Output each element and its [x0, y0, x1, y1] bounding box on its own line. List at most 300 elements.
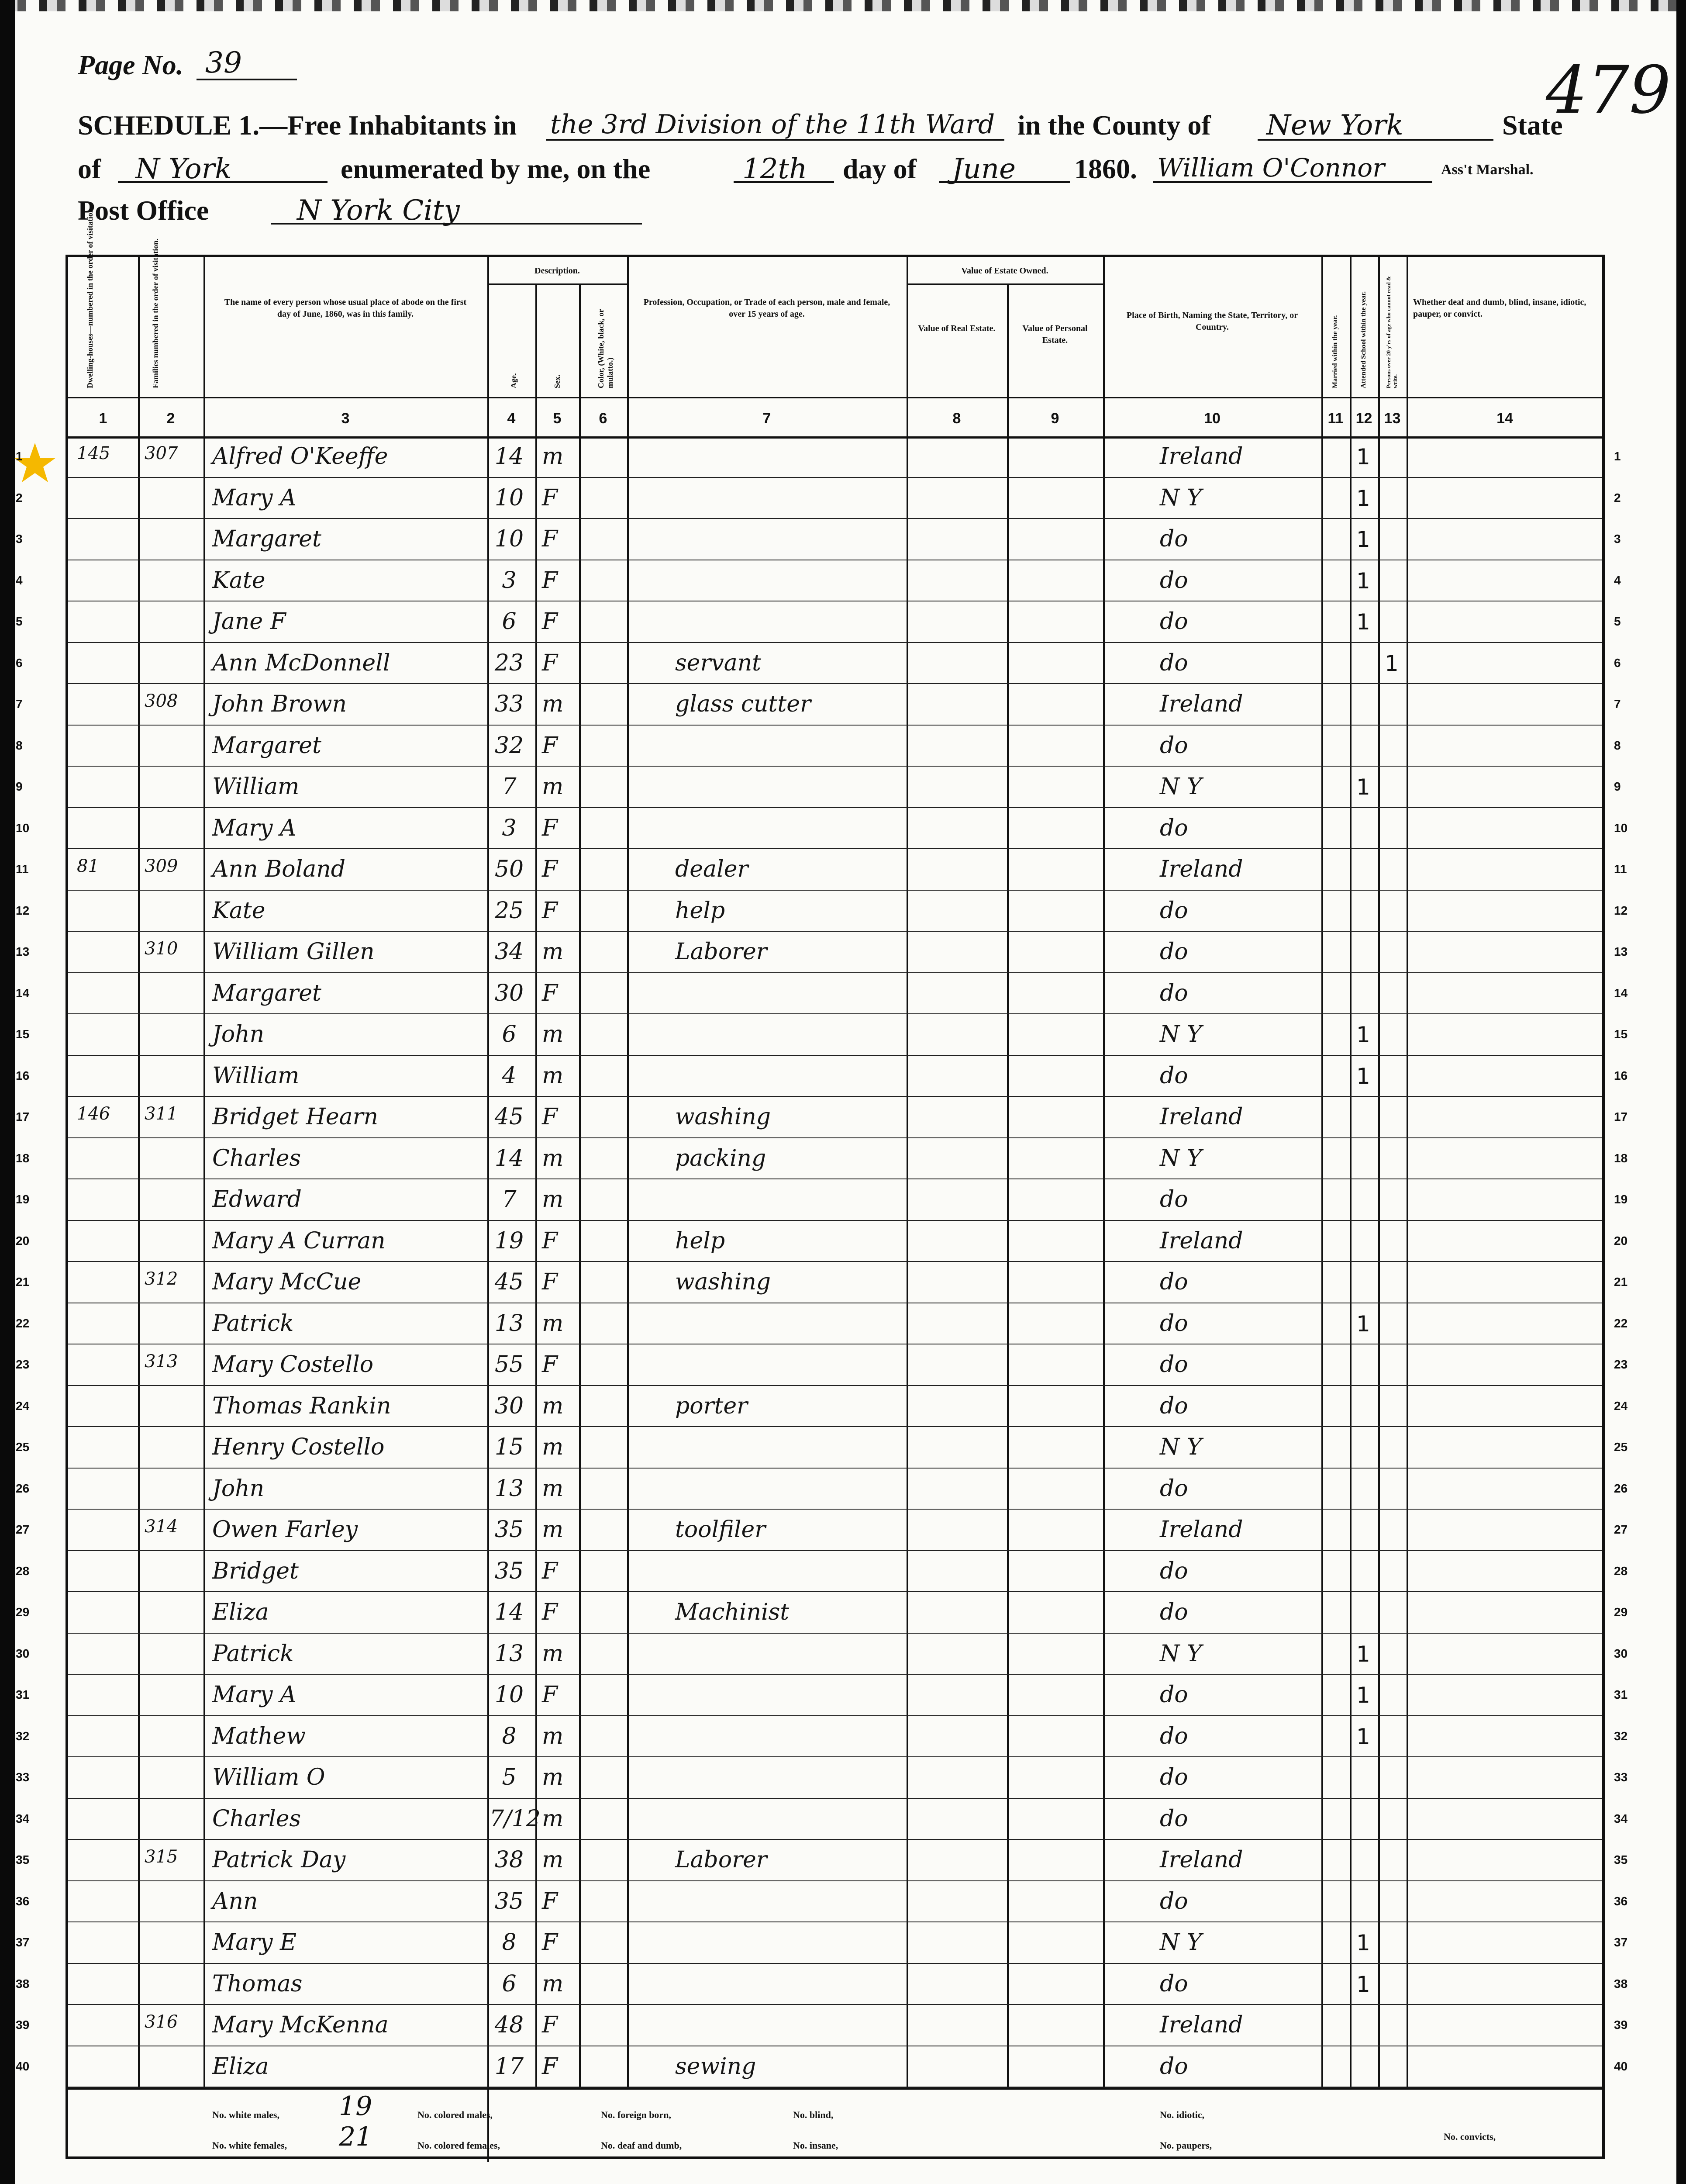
sex-cell: m — [542, 691, 564, 717]
dwelling-cell: 145 — [77, 443, 110, 463]
footer-rule — [68, 2087, 1602, 2090]
sex-cell: F — [542, 897, 558, 924]
school-cell: 1 — [1356, 1641, 1370, 1667]
name-cell: John — [212, 1475, 265, 1502]
age-cell: 34 — [494, 939, 524, 965]
state-label: State — [1502, 110, 1563, 141]
school-cell: 1 — [1356, 1971, 1370, 1997]
age-cell: 7 — [502, 774, 517, 800]
age-cell: 10 — [494, 526, 524, 552]
row-number: 31 — [16, 1688, 30, 1701]
table-row — [68, 1675, 1602, 1716]
division-rule — [546, 139, 1004, 141]
month-value: June — [952, 153, 1016, 185]
age-cell: 13 — [494, 1640, 524, 1667]
name-cell: Thomas Rankin — [212, 1393, 391, 1419]
age-cell: 30 — [494, 1393, 524, 1419]
value-rule — [907, 283, 1103, 285]
sex-cell: m — [542, 1517, 564, 1543]
birthplace-cell: do — [1160, 1764, 1188, 1790]
school-cell: 1 — [1356, 609, 1370, 635]
name-cell: William — [212, 1062, 300, 1089]
row-number: 4 — [1614, 573, 1621, 587]
row-number: 14 — [16, 986, 30, 1000]
table-row — [68, 891, 1602, 932]
row-number: 7 — [16, 697, 23, 711]
birthplace-cell: Ireland — [1160, 2012, 1243, 2038]
col-number: 10 — [1204, 410, 1221, 427]
table-row — [68, 1551, 1602, 1593]
sex-cell: m — [542, 1764, 564, 1790]
row-number: 35 — [1614, 1853, 1628, 1866]
birthplace-cell: do — [1160, 1393, 1188, 1419]
row-number: 33 — [16, 1770, 30, 1784]
row-number: 20 — [16, 1234, 30, 1248]
table-row — [68, 1840, 1602, 1881]
birthplace-cell: do — [1160, 608, 1188, 635]
name-cell: Ann — [212, 1888, 258, 1914]
name-cell: Owen Farley — [212, 1517, 358, 1543]
row-number: 28 — [16, 1564, 30, 1578]
row-number: 22 — [1614, 1316, 1628, 1330]
white-females-label: No. white females, — [212, 2140, 287, 2151]
enumerated-label: enumerated by me, on the — [341, 153, 651, 184]
age-cell: 3 — [502, 567, 517, 594]
birthplace-cell: Ireland — [1160, 1517, 1243, 1543]
marshal-rule — [1153, 181, 1432, 183]
row-number: 17 — [1614, 1110, 1628, 1123]
table-row — [68, 973, 1602, 1015]
age-cell: 45 — [494, 1269, 524, 1295]
name-cell: Patrick Day — [212, 1847, 346, 1873]
age-cell: 30 — [494, 980, 524, 1006]
row-number: 25 — [1614, 1440, 1628, 1454]
name-cell: Eliza — [212, 2053, 269, 2080]
table-row — [68, 1179, 1602, 1221]
school-cell: 1 — [1356, 1683, 1370, 1708]
row-number: 23 — [1614, 1358, 1628, 1371]
post-office-rule — [271, 223, 642, 225]
row-number: 34 — [16, 1811, 30, 1825]
table-row — [68, 1262, 1602, 1303]
division-value: the 3rd Division of the 11th Ward — [550, 109, 995, 140]
row-number: 16 — [1614, 1068, 1628, 1082]
row-number: 39 — [16, 2018, 30, 2032]
convicts-label: No. convicts, — [1444, 2131, 1496, 2142]
row-number: 12 — [1614, 903, 1628, 917]
row-number: 34 — [1614, 1811, 1628, 1825]
occupation-cell: Laborer — [675, 1847, 767, 1873]
col2-header: Families numbered in the order of visitation. — [151, 238, 160, 388]
sex-cell: F — [542, 484, 558, 511]
age-cell: 17 — [494, 2053, 524, 2080]
birthplace-cell: N Y — [1160, 1021, 1202, 1047]
state-rule — [118, 181, 328, 183]
name-cell: Margaret — [212, 526, 321, 552]
row-number: 38 — [16, 1977, 30, 1990]
page-number-rule — [197, 79, 297, 80]
occupation-cell: glass cutter — [675, 691, 811, 717]
table-row — [68, 1510, 1602, 1551]
county-label: in the County of — [1017, 110, 1211, 141]
row-number: 7 — [1614, 697, 1621, 711]
age-cell: 14 — [494, 1145, 524, 1171]
birthplace-cell: do — [1160, 1558, 1188, 1584]
age-cell: 13 — [494, 1310, 524, 1337]
table-row — [68, 808, 1602, 850]
table-row — [68, 1634, 1602, 1675]
table-row — [68, 1757, 1602, 1799]
row-number: 4 — [16, 573, 23, 587]
sex-cell: m — [542, 774, 564, 800]
age-cell: 10 — [494, 484, 524, 511]
birthplace-cell: Ireland — [1160, 691, 1243, 717]
row-number: 36 — [16, 1894, 30, 1908]
foreign-born-label: No. foreign born, — [601, 2109, 671, 2120]
name-cell: Bridget Hearn — [212, 1104, 378, 1130]
age-cell: 14 — [494, 443, 524, 470]
name-cell: Patrick — [212, 1640, 294, 1667]
birthplace-cell: Ireland — [1160, 856, 1243, 882]
occupation-cell: help — [675, 1227, 725, 1254]
sex-cell: m — [542, 1310, 564, 1337]
row-number: 31 — [1614, 1688, 1628, 1701]
day-rule — [734, 181, 834, 183]
birthplace-cell: do — [1160, 1599, 1188, 1625]
family-cell: 315 — [145, 1847, 178, 1867]
birthplace-cell: do — [1160, 1310, 1188, 1337]
age-cell: 5 — [502, 1764, 517, 1790]
name-cell: William Gillen — [212, 939, 375, 965]
table-row — [68, 1221, 1602, 1262]
birthplace-cell: N Y — [1160, 1145, 1202, 1171]
sex-cell: F — [542, 526, 558, 552]
sex-cell: m — [542, 1640, 564, 1667]
row-number: 29 — [16, 1605, 30, 1619]
sex-cell: F — [542, 1599, 558, 1625]
col7-header: Profession, Occupation, or Trade of each person, male and female, over 15 years of age. — [643, 297, 890, 319]
table-row — [68, 726, 1602, 767]
birthplace-cell: do — [1160, 2053, 1188, 2080]
name-cell: Thomas — [212, 1970, 303, 1997]
birthplace-cell: do — [1160, 567, 1188, 594]
name-cell: Margaret — [212, 732, 321, 759]
post-office-label: Post Office — [78, 195, 209, 226]
occupation-cell: sewing — [675, 2053, 756, 2080]
row-number: 29 — [1614, 1605, 1628, 1619]
sex-cell: F — [542, 1558, 558, 1584]
table-row — [68, 2005, 1602, 2046]
row-number: 14 — [1614, 986, 1628, 1000]
marshal-name: William O'Connor — [1157, 153, 1385, 183]
age-cell: 50 — [494, 856, 524, 882]
table-row — [68, 1469, 1602, 1510]
family-cell: 307 — [145, 443, 178, 463]
occupation-cell: Machinist — [675, 1599, 790, 1625]
sex-cell: m — [542, 1145, 564, 1171]
name-cell: Mary A — [212, 1682, 297, 1708]
birthplace-cell: do — [1160, 650, 1188, 676]
row-number: 15 — [16, 1027, 30, 1041]
row-number: 30 — [16, 1646, 30, 1660]
sex-cell: F — [542, 1227, 558, 1254]
table-row — [68, 1799, 1602, 1840]
deaf-dumb-label: No. deaf and dumb, — [601, 2140, 682, 2151]
col11-header: Married within the year. — [1331, 315, 1339, 388]
birthplace-cell: do — [1160, 1970, 1188, 1997]
table-row — [68, 1427, 1602, 1469]
table-row — [68, 1922, 1602, 1964]
sex-cell: m — [542, 1970, 564, 1997]
birthplace-cell: do — [1160, 897, 1188, 924]
birthplace-cell: do — [1160, 1351, 1188, 1378]
month-rule — [939, 181, 1070, 183]
name-cell: Mary Costello — [212, 1351, 374, 1378]
table-row — [68, 478, 1602, 519]
birthplace-cell: N Y — [1160, 774, 1202, 800]
sex-cell: m — [542, 1723, 564, 1749]
name-cell: Mary A Curran — [212, 1227, 386, 1254]
row-number: 18 — [16, 1151, 30, 1165]
school-cell: 1 — [1356, 774, 1370, 800]
birthplace-cell: do — [1160, 1888, 1188, 1914]
birthplace-cell: do — [1160, 980, 1188, 1006]
row-number: 19 — [1614, 1192, 1628, 1206]
occupation-cell: porter — [675, 1393, 748, 1419]
school-cell: 1 — [1356, 568, 1370, 594]
of-label: of — [78, 153, 101, 184]
sex-cell: F — [542, 2053, 558, 2080]
row-number: 21 — [1614, 1275, 1628, 1289]
occupation-cell: Laborer — [675, 939, 767, 965]
col5-header: Sex. — [553, 374, 562, 388]
row-number: 8 — [1614, 738, 1621, 752]
row-number: 9 — [1614, 780, 1621, 793]
sex-cell: F — [542, 1682, 558, 1708]
name-cell: Alfred O'Keeffe — [212, 443, 388, 470]
sex-cell: m — [542, 1186, 564, 1213]
row-number: 9 — [16, 780, 23, 793]
row-number: 2 — [1614, 491, 1621, 505]
occupation-cell: help — [675, 897, 725, 924]
birthplace-cell: do — [1160, 1062, 1188, 1089]
table-row — [68, 849, 1602, 891]
row-number: 32 — [16, 1729, 30, 1743]
dwelling-cell: 81 — [77, 856, 99, 876]
sex-cell: m — [542, 443, 564, 470]
sex-cell: F — [542, 732, 558, 759]
white-males-label: No. white males, — [212, 2109, 279, 2120]
page-number-label: Page No. — [78, 49, 183, 80]
table-row — [68, 1138, 1602, 1180]
sex-cell: m — [542, 1393, 564, 1419]
row-number: 33 — [1614, 1770, 1628, 1784]
sex-cell: m — [542, 1062, 564, 1089]
row-number: 16 — [16, 1068, 30, 1082]
age-cell: 23 — [494, 650, 524, 676]
age-cell: 7/12 — [490, 1805, 541, 1832]
name-cell: Mary E — [212, 1929, 297, 1956]
marshal-label: Ass't Marshal. — [1441, 162, 1534, 178]
row-number: 17 — [16, 1110, 30, 1123]
white-females-value: 21 — [339, 2122, 372, 2152]
occupation-cell: servant — [675, 650, 762, 676]
row-number: 26 — [16, 1481, 30, 1495]
sex-cell: F — [542, 2012, 558, 2038]
family-cell: 308 — [145, 691, 178, 711]
age-cell: 10 — [494, 1682, 524, 1708]
school-cell: 1 — [1356, 485, 1370, 511]
row-number: 1 — [16, 449, 23, 463]
sex-cell: m — [542, 1434, 564, 1460]
birthplace-cell: N Y — [1160, 1434, 1202, 1460]
col3-header: The name of every person whose usual place of abode on the first day of June, 1860, was in this family. — [224, 297, 467, 319]
name-cell: Jane F — [212, 608, 286, 635]
sex-cell: F — [542, 1888, 558, 1914]
sex-cell: F — [542, 856, 558, 882]
age-cell: 19 — [494, 1227, 524, 1254]
table-row — [68, 436, 1602, 478]
age-cell: 55 — [494, 1351, 524, 1378]
sex-cell: F — [542, 1351, 558, 1378]
scan-border-left — [0, 0, 15, 2184]
col-number: 14 — [1496, 410, 1513, 427]
year-value: 1860. — [1074, 153, 1137, 184]
row-number: 5 — [16, 615, 23, 628]
name-cell: Mary A — [212, 815, 297, 841]
col-number: 11 — [1327, 410, 1344, 427]
col-number: 8 — [952, 410, 961, 427]
age-cell: 35 — [494, 1888, 524, 1914]
table-row — [68, 560, 1602, 602]
sex-cell: m — [542, 1475, 564, 1502]
family-cell: 311 — [145, 1104, 178, 1124]
school-cell: 1 — [1356, 1022, 1370, 1047]
name-cell: Kate — [212, 897, 265, 924]
sex-cell: m — [542, 1847, 564, 1873]
school-cell: 1 — [1356, 1311, 1370, 1337]
sex-cell: F — [542, 608, 558, 635]
age-cell: 33 — [494, 691, 524, 717]
table-row — [68, 1344, 1602, 1386]
row-number: 20 — [1614, 1234, 1628, 1248]
col-number: 12 — [1355, 410, 1372, 427]
row-number: 21 — [16, 1275, 30, 1289]
sex-cell: F — [542, 1929, 558, 1956]
header-rule — [68, 397, 1602, 398]
birthplace-cell: do — [1160, 1723, 1188, 1749]
name-cell: Patrick — [212, 1310, 294, 1337]
age-cell: 13 — [494, 1475, 524, 1502]
row-number: 27 — [16, 1523, 30, 1536]
occupation-cell: washing — [675, 1269, 771, 1295]
name-cell: Bridget — [212, 1558, 299, 1584]
table-row — [68, 1716, 1602, 1758]
blind-label: No. blind, — [793, 2109, 834, 2120]
name-cell: Kate — [212, 567, 265, 594]
table-row — [68, 1386, 1602, 1427]
col13-header: Persons over 20 y'rs of age who cannot read & write. — [1385, 276, 1398, 388]
name-cell: Margaret — [212, 980, 321, 1006]
col12-header: Attended School within the year. — [1360, 291, 1367, 388]
row-number: 24 — [16, 1399, 30, 1413]
table-row — [68, 1964, 1602, 2005]
state-value: N York — [135, 153, 232, 185]
row-number: 32 — [1614, 1729, 1628, 1743]
table-row — [68, 1592, 1602, 1634]
idiotic-label: No. idiotic, — [1160, 2109, 1205, 2120]
row-number: 10 — [1614, 821, 1628, 835]
row-number: 28 — [1614, 1564, 1628, 1578]
birthplace-cell: do — [1160, 939, 1188, 965]
col-number: 4 — [507, 410, 516, 427]
col14-header: Whether deaf and dumb, blind, insane, idiotic, pauper, or convict. — [1413, 297, 1586, 319]
table-row — [68, 601, 1602, 643]
row-number: 40 — [16, 2059, 30, 2073]
age-cell: 35 — [494, 1558, 524, 1584]
row-number: 11 — [1614, 862, 1627, 876]
col9-header: Value of Personal Estate. — [1022, 324, 1088, 345]
occupation-cell: packing — [675, 1145, 766, 1171]
row-number: 23 — [16, 1358, 30, 1371]
post-office-value: N York City — [297, 194, 460, 227]
page-number: 39 — [205, 46, 242, 79]
school-cell: 1 — [1356, 1724, 1370, 1749]
name-cell: John Brown — [212, 691, 347, 717]
col-number: 7 — [762, 410, 771, 427]
family-cell: 309 — [145, 856, 178, 876]
row-number: 37 — [16, 1935, 30, 1949]
table-row — [68, 2046, 1602, 2088]
name-cell: Charles — [212, 1145, 301, 1171]
family-cell: 316 — [145, 2012, 178, 2032]
table-row — [68, 643, 1602, 684]
row-number: 25 — [16, 1440, 30, 1454]
age-cell: 45 — [494, 1104, 524, 1130]
cannot-read-cell: 1 — [1385, 650, 1399, 676]
value-header: Value of Estate Owned. — [961, 266, 1048, 276]
colored-males-label: No. colored males, — [417, 2109, 493, 2120]
row-number: 15 — [1614, 1027, 1628, 1041]
dwelling-cell: 146 — [77, 1104, 110, 1124]
birthplace-cell: do — [1160, 1682, 1188, 1708]
birthplace-cell: Ireland — [1160, 1847, 1243, 1873]
table-row — [68, 1014, 1602, 1056]
name-cell: Mary A — [212, 484, 297, 511]
row-number: 11 — [16, 862, 29, 876]
county-value: New York — [1266, 109, 1403, 142]
name-cell: Mary McCue — [212, 1269, 362, 1295]
age-cell: 6 — [502, 1021, 517, 1047]
sex-cell: F — [542, 980, 558, 1006]
row-number: 5 — [1614, 615, 1621, 628]
row-number: 6 — [16, 656, 23, 670]
row-number: 13 — [1614, 945, 1628, 958]
row-number: 6 — [1614, 656, 1621, 670]
age-cell: 38 — [494, 1847, 524, 1873]
family-cell: 313 — [145, 1351, 178, 1372]
sex-cell: F — [542, 1269, 558, 1295]
scan-border-right — [1676, 0, 1686, 2184]
row-number: 35 — [16, 1853, 30, 1866]
col1-header: Dwelling-houses—numbered in the order of visitation. — [86, 206, 94, 388]
birthplace-cell: do — [1160, 732, 1188, 759]
occupation-cell: dealer — [675, 856, 748, 882]
row-number: 24 — [1614, 1399, 1628, 1413]
col-number: 1 — [99, 410, 107, 427]
white-males-value: 19 — [339, 2091, 372, 2122]
age-cell: 35 — [494, 1517, 524, 1543]
